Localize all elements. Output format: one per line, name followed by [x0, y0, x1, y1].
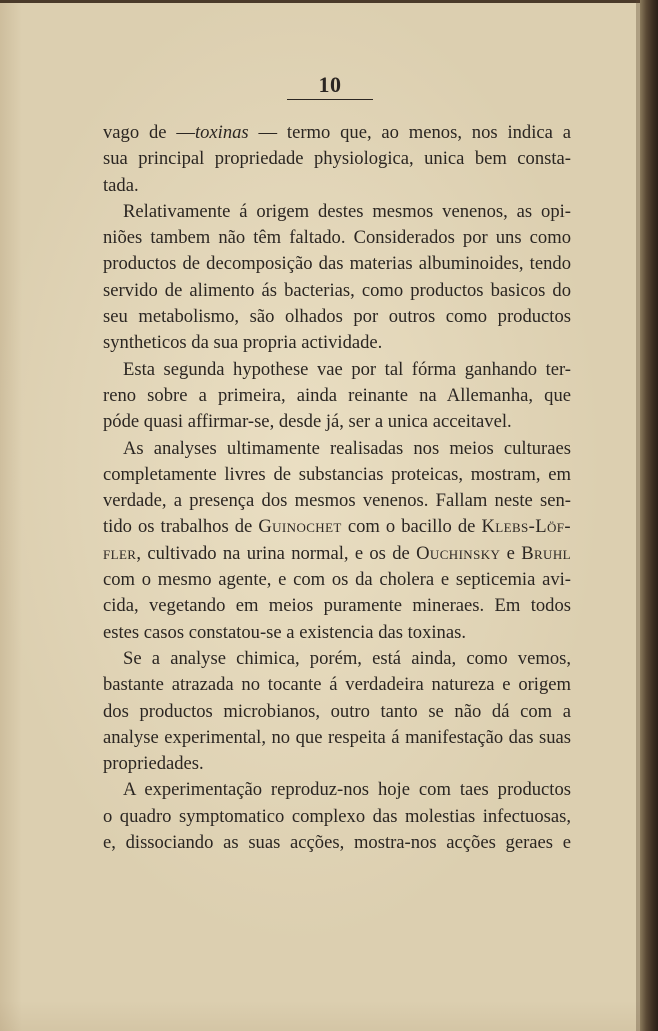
text-line: servido de alimento ás bacterias, como productos basicos do [103, 279, 571, 301]
author-name: Bruhl [521, 542, 571, 564]
text-line: productos de decomposição das materias albuminoides, tendo [103, 253, 571, 275]
author-name: fler [103, 542, 137, 564]
text-line: syntheticos da sua propria actividade. [103, 332, 383, 354]
text-line: Esta segunda hypothese vae por tal fórma ganhando ter- [123, 358, 571, 380]
page-header [287, 72, 373, 100]
text-line: reno sobre a primeira, ainda reinante na Allemanha, que [103, 384, 571, 406]
text-line: As analyses ultimamente realisadas nos meios culturaes [123, 437, 571, 459]
author-name: Guinochet [258, 516, 342, 538]
text-line: Relativamente á origem destes mesmos venenos, as opi- [123, 200, 571, 222]
text-line: e, dissociando as suas acções, mostra-nos acções geraes e [103, 832, 571, 854]
author-name: Klebs-Löf- [481, 516, 572, 538]
text-line: analyse experimental, no que respeita á manifestação das suas [103, 726, 571, 748]
text-line: bastante atrazada no tocante á verdadeira natureza e origem [103, 674, 571, 696]
text-line: tido os trabalhos de Guinochet com o bacillo de Klebs-Löf- [103, 516, 572, 538]
text-line: fler, cultivado na urina normal, e os de Ouchinsky e Bruhl [103, 542, 571, 564]
text-line: tada. [103, 174, 139, 196]
text-line: o quadro symptomatico complexo das molestias infectuosas, [103, 805, 571, 827]
text-line: verdade, a presença dos mesmos venenos. Fallam neste sen- [103, 490, 571, 512]
text-line: propriedades. [103, 753, 204, 775]
text-line: póde quasi affirmar-se, desde já, ser a unica acceitavel. [103, 411, 512, 433]
text-line: niões tambem não têm faltado. Considerados por uns como [103, 227, 571, 249]
text-line: completamente livres de substancias proteicas, mostram, em [103, 463, 571, 485]
text-line: Se a analyse chimica, porém, está ainda, como vemos, [123, 647, 571, 669]
body-text [103, 120, 571, 856]
text-line: cida, vegetando em meios puramente mineraes. Em todos [103, 595, 571, 617]
page-number: 10 [318, 72, 342, 97]
text-line: com o mesmo agente, e com os da cholera e septicemia avi- [103, 569, 571, 591]
header-rule [287, 99, 373, 100]
page-top-edge [0, 0, 658, 3]
page-fore-edge [640, 0, 658, 1031]
author-name: Ouchinsky [416, 542, 501, 564]
text-line: dos productos microbianos, outro tanto se não dá com a [103, 700, 571, 722]
text-line: estes casos constatou-se a existencia das toxinas. [103, 621, 466, 643]
text-line: A experimentação reproduz-nos hoje com taes productos [123, 779, 571, 801]
text-line: sua principal propriedade physiologica, unica bem consta- [103, 148, 571, 170]
text-line: seu metabolismo, são olhados por outros como productos [103, 306, 571, 328]
italic-term: toxinas [194, 122, 249, 143]
text-line: vago de —toxinas — termo que, ao menos, nos indica a [103, 122, 571, 143]
